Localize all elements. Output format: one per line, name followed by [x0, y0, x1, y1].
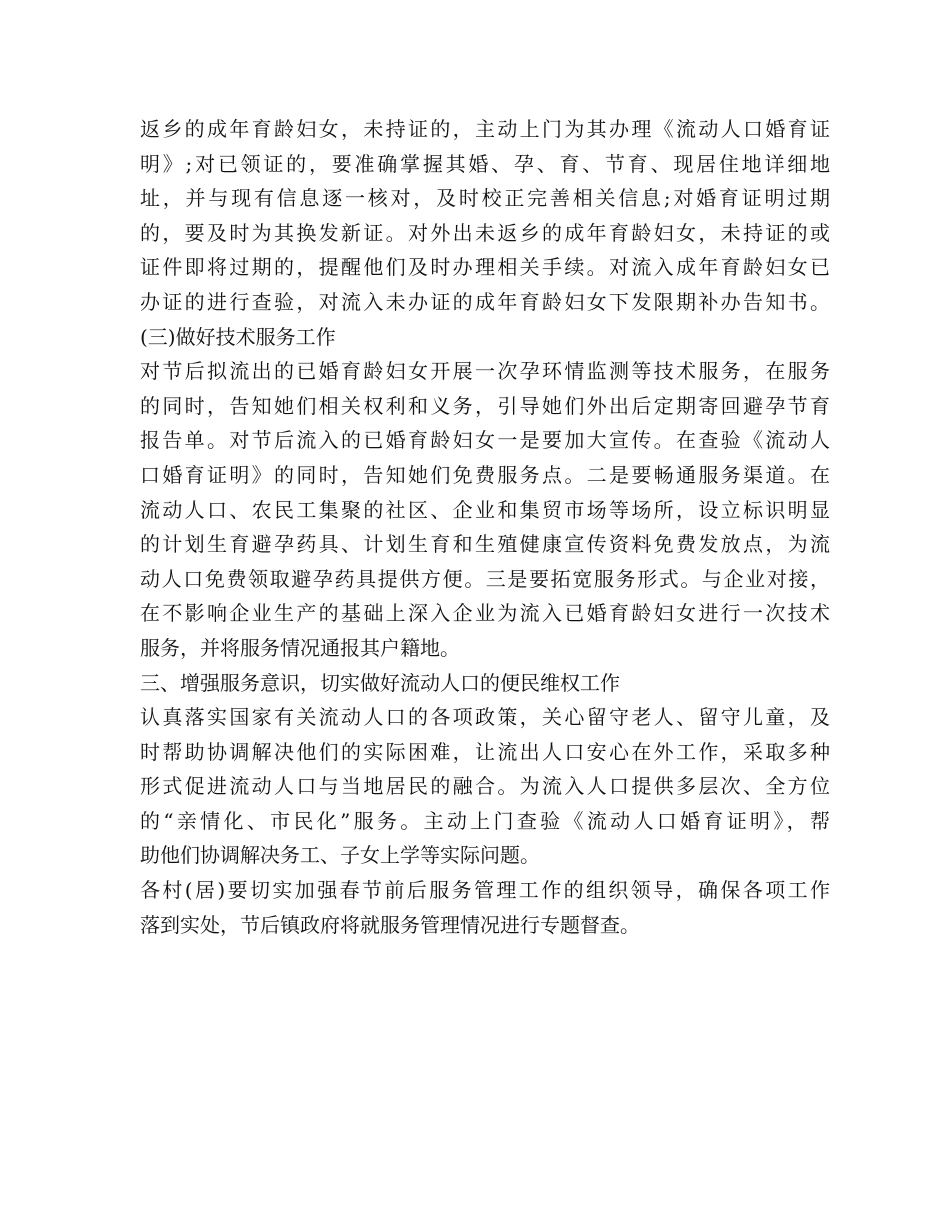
text-line: 服务，并将服务情况通报其户籍地。 [140, 635, 460, 660]
section-heading: 三、增强服务意识，切实做好流动人口的便民维权工作 [140, 670, 620, 695]
text-line: 时帮助协调解决他们的实际困难，让流出人口安心在外工作，采取多种 [140, 739, 830, 764]
document-body [140, 112, 830, 942]
text-line: 明》;对已领证的，要准确掌握其婚、孕、育、节育、现居住地详细地 [140, 151, 830, 176]
text-line: 对节后拟流出的已婚育龄妇女开展一次孕环情监测等技术服务，在服务 [140, 359, 830, 384]
text-line: 各村(居)要切实加强春节前后服务管理工作的组织领导，确保各项工作 [140, 878, 830, 903]
text-line: 的计划生育避孕药具、计划生育和生殖健康宣传资料免费发放点，为流 [140, 532, 830, 557]
text-line: 的同时，告知她们相关权利和义务，引导她们外出后定期寄回避孕节育 [140, 393, 830, 418]
text-line: 动人口免费领取避孕药具提供方便。三是要拓宽服务形式。与企业对接， [140, 566, 830, 591]
text-line: 的，要及时为其换发新证。对外出未返乡的成年育龄妇女，未持证的或 [140, 220, 830, 245]
text-line: 址，并与现有信息逐一核对，及时校正完善相关信息;对婚育证明过期 [140, 186, 830, 211]
text-line: 助他们协调解决务工、子女上学等实际问题。 [140, 843, 540, 868]
text-line: 的“亲情化、市民化”服务。主动上门查验《流动人口婚育证明》，帮 [140, 808, 830, 833]
text-line: 口婚育证明》的同时，告知她们免费服务点。二是要畅通服务渠道。在 [140, 462, 830, 487]
text-line: 报告单。对节后流入的已婚育龄妇女一是要加大宣传。在查验《流动人 [140, 428, 830, 453]
text-line: 流动人口、农民工集聚的社区、企业和集贸市场等场所，设立标识明显 [140, 497, 830, 522]
text-line: 返乡的成年育龄妇女，未持证的，主动上门为其办理《流动人口婚育证 [140, 117, 830, 141]
text-line: 落到实处，节后镇政府将就服务管理情况进行专题督查。 [140, 912, 640, 937]
text-line: 办证的进行查验，对流入未办证的成年育龄妇女下发限期补办告知书。 [140, 289, 830, 314]
text-line: 认真落实国家有关流动人口的各项政策，关心留守老人、留守儿童，及 [140, 705, 830, 730]
text-line: 证件即将过期的，提醒他们及时办理相关手续。对流入成年育龄妇女已 [140, 255, 830, 280]
text-line: 形式促进流动人口与当地居民的融合。为流入人口提供多层次、全方位 [140, 774, 830, 799]
section-heading: (三)做好技术服务工作 [140, 324, 336, 349]
text-line: 在不影响企业生产的基础上深入企业为流入已婚育龄妇女进行一次技术 [140, 601, 830, 626]
